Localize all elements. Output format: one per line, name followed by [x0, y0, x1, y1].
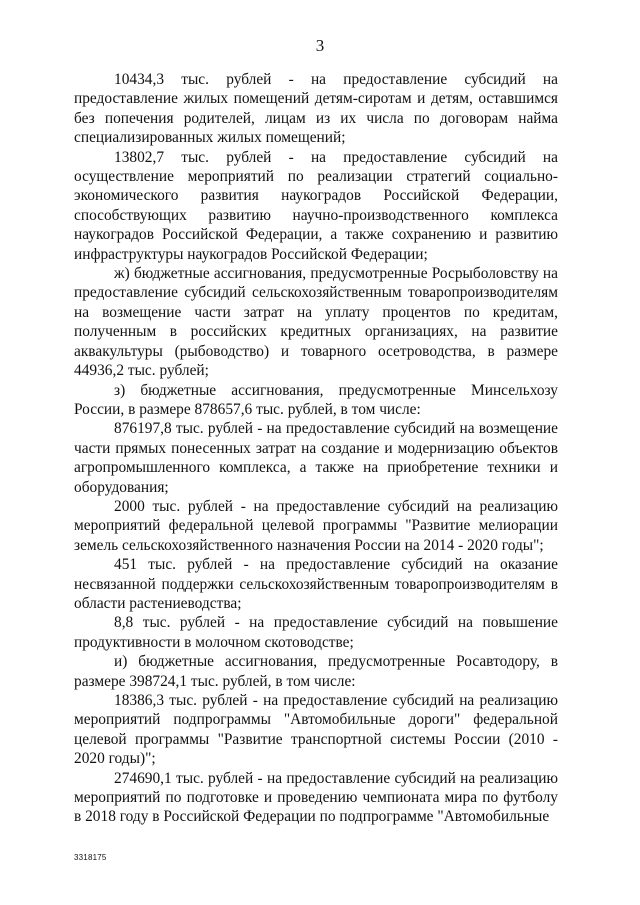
page-number: 3 [315, 36, 325, 55]
document-body [74, 70, 558, 827]
paragraph-subsidy-science-cities: 13802,7 тыс. рублей - на предоставление субсидий на осуществление мероприятий по реализации стратегий социально-экономического развития наукоградов Российской Федерации, способствующих развитию научно-производственного комплекса наукоградов Российской Федерации, а также сохранению и развитию инфраструктуры наукоградов Российской Федерации; [74, 148, 558, 263]
paragraph-subsidy-world-cup: 274690,1 тыс. рублей - на предоставление субсидий на реализацию мероприятий по подготовке и проведению чемпионата мира по футболу в 2018 году в Российской Федерации по подпрограмме "Автомобильные [74, 769, 558, 826]
paragraph-subsidy-orphans-housing: 10434,3 тыс. рублей - на предоставление субсидий на предоставление жилых помещений детям-сиротам и детям, оставшимся без попечения родителей, лицам из их числа по договорам найма специализированных жилых помещений; [74, 71, 558, 147]
paragraph-subsidy-roads-program: 18386,3 тыс. рублей - на предоставление субсидий на реализацию мероприятий подпрограммы "Автомобильные дороги" федеральной целевой программы "Развитие транспортной системы России (2010 - 2020 годы)"; [74, 692, 558, 768]
document-code: 3318175 [74, 853, 107, 862]
paragraph-item-z-minselkhoz: з) бюджетные ассигнования, предусмотренные Минсельхозу России, в размере 878657,6 тыс. рублей, в том числе: [74, 381, 558, 418]
paragraph-subsidy-dairy: 8,8 тыс. рублей - на предоставление субсидий на повышение продуктивности в молочном скотоводстве; [74, 614, 558, 651]
paragraph-item-i-rosavtodor: и) бюджетные ассигнования, предусмотренные Росавтодору, в размере 398724,1 тыс. рублей, в том числе: [74, 653, 558, 690]
paragraph-subsidy-crop-production: 451 тыс. рублей - на предоставление субсидий на оказание несвязанной поддержки сельскохозяйственным товаропроизводителям в области растениеводства; [74, 556, 558, 612]
paragraph-subsidy-land-melioration: 2000 тыс. рублей - на предоставление субсидий на реализацию мероприятий федеральной целевой программы "Развитие мелиорации земель сельскохозяйственного назначения России на 2014 - 2020 годы"; [74, 497, 558, 554]
paragraph-item-zh-rosrybolovstvo: ж) бюджетные ассигнования, предусмотренные Росрыболовству на предоставление субсидий сельскохозяйственным товаропроизводителям на возмещение части затрат на уплату процентов по кредитам, полученным в российских кредитных организациях, на развитие аквакультуры (рыбоводство) и товарного осетроводства, в размере 44936,2 тыс. рублей; [74, 265, 558, 380]
paragraph-subsidy-agro-modernization: 876197,8 тыс. рублей - на предоставление субсидий на возмещение части прямых понесенных затрат на создание и модернизацию объектов агропромышленного комплекса, а также на приобретение техники и оборудования; [74, 420, 558, 496]
